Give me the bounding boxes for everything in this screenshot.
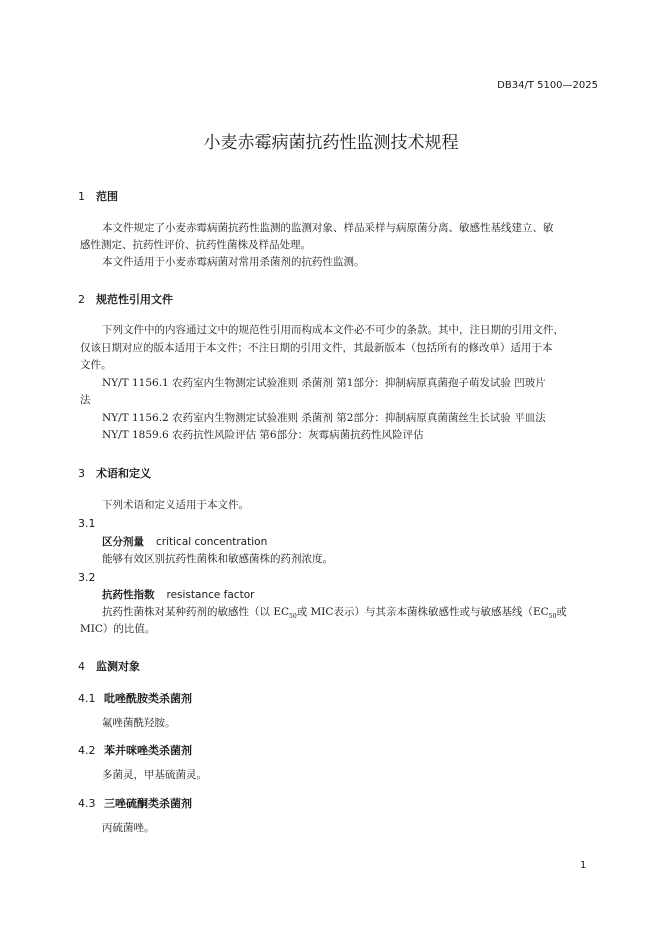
term-english: resistance factor — [166, 589, 255, 601]
reference-item: NY/T 1156.1 农药室内生物测定试验准则 杀菌剂 第1部分：抑制病原真菌孢子萌发试验 凹玻片 — [102, 377, 546, 389]
paragraph: 下列文件中的内容通过文中的规范性引用而构成本文件必不可少的条款。其中，注日期的引用文件， — [102, 324, 564, 336]
section-3-heading — [78, 465, 151, 481]
paragraph: 氟唑菌酰羟胺。 — [102, 717, 176, 729]
subsection-heading — [78, 742, 192, 758]
section-title: 术语和定义 — [96, 467, 151, 480]
section-2-heading — [78, 291, 173, 307]
term-number: 3.1 — [78, 517, 96, 530]
term-definition: 能够有效区别抗药性菌株和敏感菌株的药剂浓度。 — [102, 553, 333, 565]
subsection-title: 苯并咪唑类杀菌剂 — [104, 744, 192, 757]
paragraph: 仅该日期对应的版本适用于本文件；不注日期的引用文件，其最新版本（包括所有的修改单）适用于本 — [80, 342, 553, 354]
section-1-heading — [78, 188, 118, 204]
paragraph: 多菌灵，甲基硫菌灵。 — [102, 769, 207, 781]
paragraph: 下列术语和定义适用于本文件。 — [102, 499, 249, 511]
subsection-heading — [78, 795, 192, 811]
paragraph: 感性测定、抗药性评价、抗药性菌株及样品处理。 — [80, 239, 311, 251]
reference-item: NY/T 1156.2 农药室内生物测定试验准则 杀菌剂 第2部分：抑制病原真菌菌丝生长试验 平皿法 — [102, 412, 546, 424]
document-title: 小麦赤霉病菌抗药性监测技术规程 — [203, 133, 459, 153]
reference-item: 法 — [80, 394, 91, 406]
section-number: 3 — [78, 467, 85, 480]
subsection-title: 吡唑酰胺类杀菌剂 — [104, 692, 192, 705]
term-entry — [102, 587, 254, 602]
paragraph: 本文件适用于小麦赤霉病菌对常用杀菌剂的抗药性监测。 — [102, 256, 365, 268]
subsection-number: 4.1 — [78, 692, 96, 705]
section-title: 范围 — [96, 190, 118, 203]
standard-number: DB34/T 5100—2025 — [497, 80, 598, 91]
section-number: 4 — [78, 660, 85, 673]
paragraph: 本文件规定了小麦赤霉病菌抗药性监测的监测对象、样品采样与病原菌分离、敏感性基线建立、敏 — [102, 222, 554, 234]
section-4-heading — [78, 658, 140, 674]
subsection-number: 4.3 — [78, 797, 96, 810]
term-english: critical concentration — [156, 536, 268, 548]
term-number: 3.2 — [78, 571, 96, 584]
paragraph: 丙硫菌唑。 — [102, 822, 155, 834]
subscript: 50 — [548, 613, 557, 621]
subsection-title: 三唑硫酮类杀菌剂 — [104, 797, 192, 810]
section-title: 监测对象 — [96, 660, 140, 673]
term-name: 抗药性指数 — [102, 589, 155, 601]
section-number: 1 — [78, 190, 85, 203]
term-entry — [102, 534, 267, 549]
term-definition: 抗药性菌株对某种药剂的敏感性（以 $EC_{50}$或 MIC表示）与其亲本菌株敏感性或与敏感基线（$EC_{50}$或 — [102, 606, 567, 621]
term-definition: MIC）的比值。 — [80, 623, 156, 635]
subscript: 50 — [289, 613, 297, 621]
section-title: 规范性引用文件 — [96, 293, 173, 306]
section-number: 2 — [78, 293, 85, 306]
paragraph: 文件。 — [80, 359, 112, 371]
subsection-number: 4.2 — [78, 744, 96, 757]
reference-item: NY/T 1859.6 农药抗性风险评估 第6部分：灰霉病菌抗药性风险评估 — [102, 429, 424, 441]
term-name: 区分剂量 — [102, 536, 144, 548]
subsection-heading — [78, 690, 192, 706]
page-number: 1 — [580, 860, 587, 871]
